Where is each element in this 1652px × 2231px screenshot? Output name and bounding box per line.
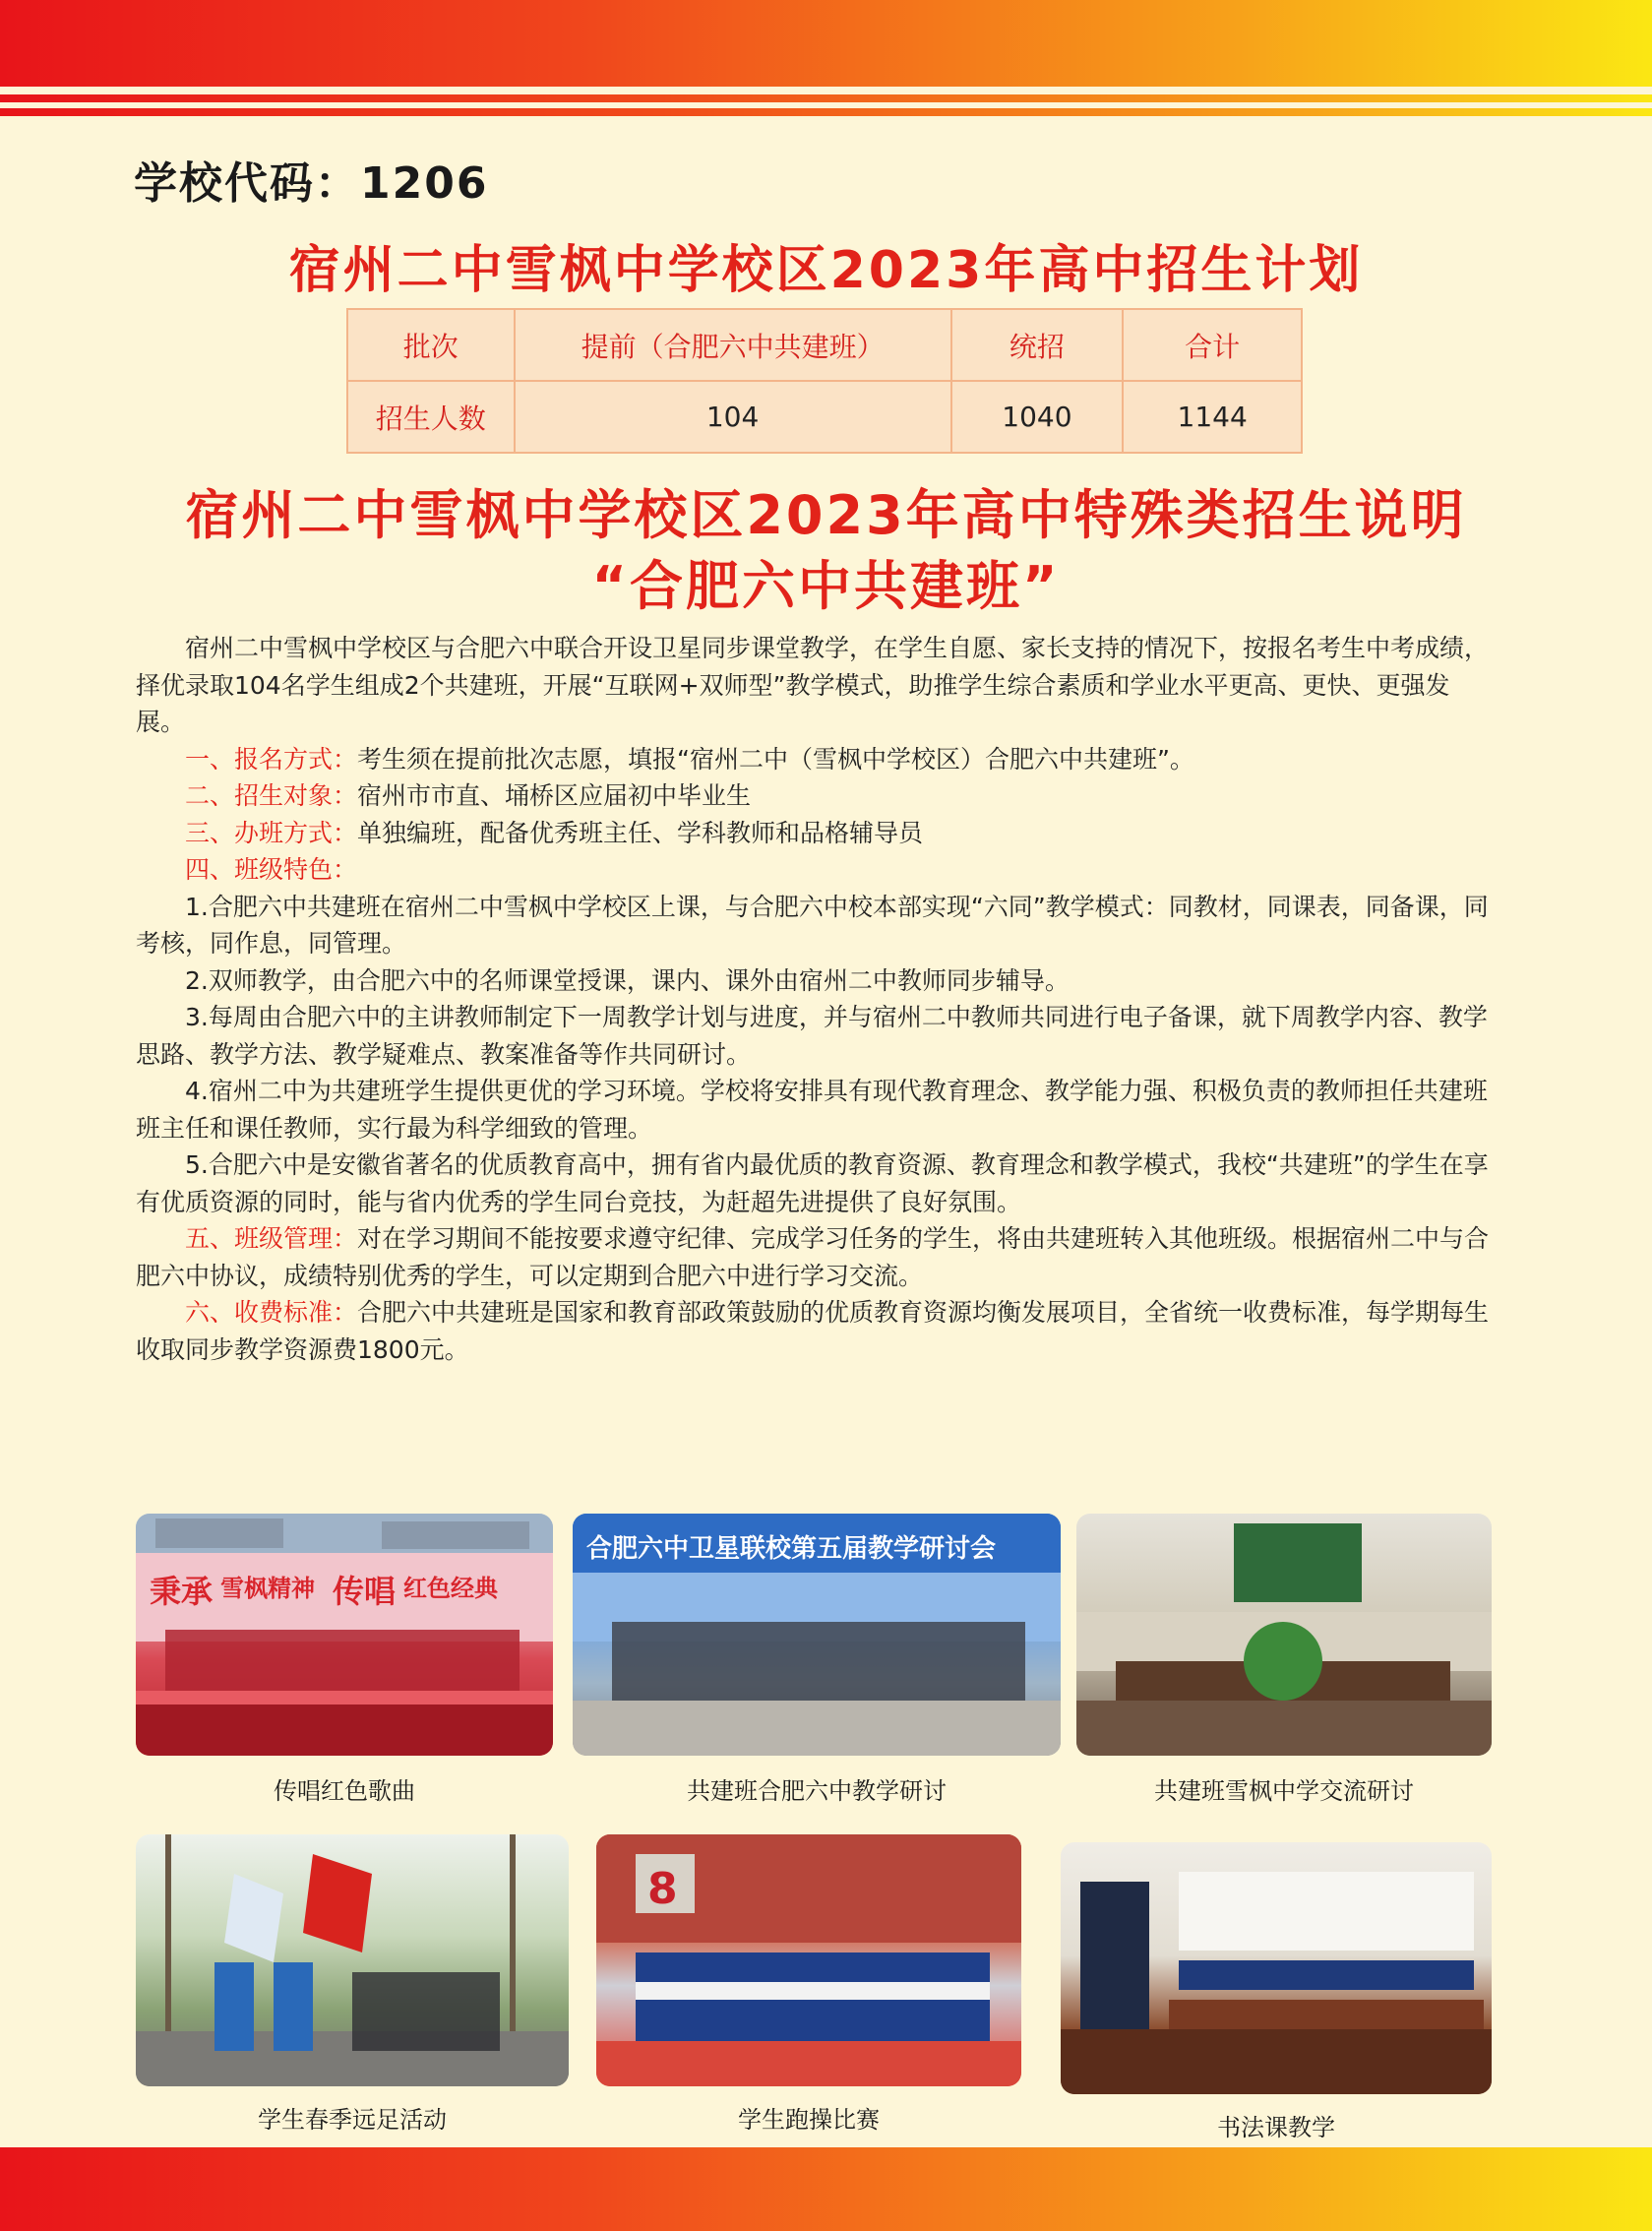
section-6-text: 合肥六中共建班是国家和教育部政策鼓励的优质教育资源均衡发展项目，全省统一收费标准，每学期每生收取同步教学资源费1800元。 [136, 1298, 1490, 1364]
photo-meeting-scene [1076, 1514, 1492, 1756]
section-3 [136, 815, 1490, 852]
plan-header-unified: 统招 [951, 309, 1124, 381]
feature-1: 1.合肥六中共建班在宿州二中雪枫中学校区上课，与合肥六中校本部实现“六同”教学模式：同教材，同课表，同备课，同考核，同作息，同管理。 [136, 892, 1489, 958]
top-stripe-1 [0, 94, 1652, 102]
photo-seminar-group [573, 1514, 1061, 1756]
plan-row-early: 104 [515, 381, 951, 453]
photo-red-songs [136, 1514, 553, 1756]
photo-calligraphy-class [1061, 1842, 1492, 2094]
banner-text-4: 红色经典 [403, 1575, 498, 1602]
school-code: 学校代码：1206 [134, 158, 489, 209]
plan-row-total: 1144 [1123, 381, 1302, 453]
section-3-text: 单独编班，配备优秀班主任、学科教师和品格辅导员 [357, 818, 924, 847]
section-1-label: 一、报名方式： [185, 744, 358, 774]
feature-2: 2.双师教学，由合肥六中的名师课堂授课，课内、课外由宿州二中教师同步辅导。 [185, 965, 1070, 995]
photo-running-scene [596, 1834, 1021, 2086]
top-gradient-band [0, 0, 1652, 87]
plan-row-unified: 1040 [951, 381, 1124, 453]
section-4-label: 四、班级特色： [185, 855, 358, 884]
section-1 [136, 741, 1490, 778]
caption-seminar-group: 共建班合肥六中教学研讨 [687, 1777, 947, 1805]
plan-header-total: 合计 [1123, 309, 1302, 381]
special-title-line2: “合肥六中共建班” [591, 555, 1061, 617]
plan-table-header-row [347, 309, 1302, 381]
photo-running-drill [596, 1834, 1021, 2086]
section-4 [136, 851, 1490, 889]
plan-header-early: 提前（合肥六中共建班） [515, 309, 951, 381]
caption-exchange-meeting: 共建班雪枫中学交流研讨 [1154, 1777, 1414, 1805]
caption-calligraphy-class: 书法课教学 [1217, 2114, 1335, 2141]
intro-paragraph: 宿州二中雪枫中学校区与合肥六中联合开设卫星同步课堂教学，在学生自愿、家长支持的情况下，按报名考生中考成绩，择优录取104名学生组成2个共建班，开展“互联网+双师型”教学模式，助推学生综合素质和学业水平更高、更快、更强发展。 [136, 634, 1490, 736]
bottom-gradient-band [0, 2147, 1652, 2231]
section-6 [136, 1294, 1490, 1368]
special-title [0, 480, 1652, 622]
photo-seminar-scene [573, 1514, 1061, 1756]
plan-header-batch: 批次 [347, 309, 515, 381]
section-2 [136, 777, 1490, 815]
caption-running-drill: 学生跑操比赛 [738, 2106, 880, 2134]
banner-text-1: 秉承 [150, 1573, 214, 1610]
photo-exchange-meeting [1076, 1514, 1492, 1756]
drill-bib-number: 8 [647, 1864, 678, 1914]
section-2-text: 宿州市市直、埇桥区应届初中毕业生 [357, 781, 752, 810]
top-stripe-2 [0, 108, 1652, 116]
section-1-text: 考生须在提前批次志愿，填报“宿州二中（雪枫中学校区）合肥六中共建班”。 [357, 744, 1194, 774]
special-title-line1: 宿州二中雪枫中学校区2023年高中特殊类招生说明 [185, 484, 1467, 546]
section-3-label: 三、办班方式： [185, 818, 358, 847]
section-2-label: 二、招生对象： [185, 781, 358, 810]
photo-hike-scene [136, 1834, 569, 2086]
feature-4: 4.宿州二中为共建班学生提供更优的学习环境。学校将安排具有现代教育理念、教学能力强、积极负责的教师担任共建班班主任和课任教师，实行最为科学细致的管理。 [136, 1077, 1488, 1143]
plan-title: 宿州二中雪枫中学校区2023年高中招生计划 [288, 241, 1364, 300]
plan-row-label: 招生人数 [347, 381, 515, 453]
feature-3: 3.每周由合肥六中的主讲教师制定下一周教学计划与进度，并与宿州二中教师共同进行电子备课，就下周教学内容、教学思路、教学方法、教学疑难点、教案准备等作共同研讨。 [136, 1003, 1488, 1069]
body-text [136, 630, 1490, 1368]
caption-red-songs: 传唱红色歌曲 [274, 1777, 415, 1805]
photo-red-songs-scene [136, 1514, 553, 1756]
photo-spring-hike [136, 1834, 569, 2086]
photo-calligraphy-scene [1061, 1842, 1492, 2094]
plan-table [346, 308, 1303, 454]
section-5 [136, 1220, 1490, 1294]
feature-5: 5.合肥六中是安徽省著名的优质教育高中，拥有省内最优质的教育资源、教育理念和教学模式，我校“共建班”的学生在享有优质资源的同时，能与省内优秀的学生同台竞技，为赶超先进提供了良好氛围。 [136, 1150, 1489, 1216]
section-6-label: 六、收费标准： [185, 1298, 358, 1327]
section-5-label: 五、班级管理： [185, 1224, 358, 1253]
banner-text-3: 传唱 [333, 1573, 397, 1610]
caption-spring-hike: 学生春季远足活动 [258, 2106, 447, 2134]
seminar-banner-text: 合肥六中卫星联校第五届教学研讨会 [586, 1534, 997, 1564]
banner-text-2: 雪枫精神 [220, 1575, 315, 1602]
section-5-text: 对在学习期间不能按要求遵守纪律、完成学习任务的学生，将由共建班转入其他班级。根据宿州二中与合肥六中协议，成绩特别优秀的学生，可以定期到合肥六中进行学习交流。 [136, 1224, 1490, 1290]
plan-table-data-row [347, 381, 1302, 453]
